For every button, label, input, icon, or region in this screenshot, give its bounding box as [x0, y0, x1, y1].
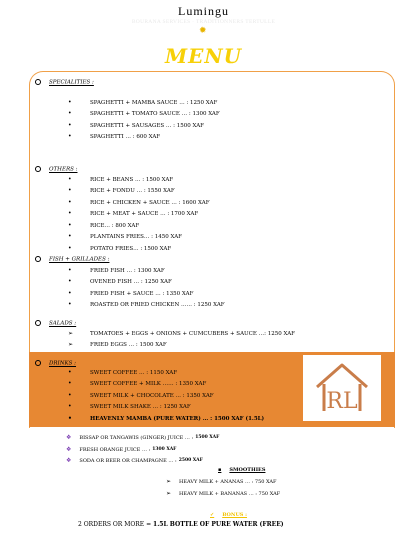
restaurant-logo — [303, 355, 381, 421]
section-fish-list — [68, 265, 225, 311]
list-item: • ROASTED OR FRIED CHICKEN …… : 1250 XAF — [68, 301, 225, 309]
list-item: • RICE + CHICKEN + SAUCE … : 1600 XAF — [68, 198, 210, 206]
list-item: • SPAGHETTI … : 600 XAF — [68, 133, 161, 141]
check-icon: ✓ — [210, 512, 215, 518]
extra-item: ❖ SODA OR BEER OR CHAMPAGNE … : 2500 XAF — [66, 457, 203, 464]
list-item: ➢ FRIED EGGS … : 1500 XAF — [68, 341, 167, 349]
diamond-bullet-icon: ❖ — [66, 446, 72, 453]
list-item: • SPAGHETTI + TOMATO SAUCE … : 1300 XAF — [68, 110, 220, 118]
list-item: • SPAGHETTI + SAUSAGES … : 1500 XAF — [68, 121, 204, 129]
list-item: • POTATO FRIES… : 1500 XAF — [68, 244, 172, 252]
list-item: • FRIED FISH + SAUCE … : 1350 XAF — [68, 289, 194, 297]
brand-name: Lumingu — [178, 4, 229, 18]
brand-tagline: BOURANA SERVICES · TRADITIONNERS TERTULLE — [131, 19, 276, 25]
list-item: • RICE + FONDU … : 1550 XAF — [68, 187, 175, 195]
smoothies-title: ▪ SMOOTHIES — [218, 467, 266, 473]
section-salads-title: SALADS : — [35, 320, 76, 327]
sun-icon: ✹ — [199, 26, 207, 36]
list-item: • RICE + BEANS … : 1500 XAF — [68, 175, 174, 183]
section-others-title: OTHERS : — [35, 166, 78, 173]
extra-item: ❖ FRESH ORANGE JUICE … : 1300 XAF — [66, 446, 177, 453]
list-item: • SWEET COFFEE + MILK …… : 1350 XAF — [68, 380, 207, 388]
section-fish-title: FISH + GRILLADES : — [35, 256, 109, 263]
list-item: • FRIED FISH … : 1300 XAF — [68, 266, 165, 274]
section-drinks-title: DRINKS : — [35, 360, 76, 367]
list-item: • RICE + MEAT + SAUCE … : 1700 XAF — [68, 210, 199, 218]
smoothie-item: ➢ HEAVY MILK + ANANAS … : 750 XAF — [166, 478, 277, 485]
list-item: • SWEET MILK + CHOCOLATE … : 1350 XAF — [68, 391, 214, 399]
extra-item: ❖ BISSAP OR TANGAWIS (GINGER) JUICE … : 1500 XAF — [66, 434, 220, 441]
bonus-offer: 2 ORDERS OR MORE = 1.5L BOTTLE OF PURE WATER (FREE) — [78, 521, 284, 528]
section-others-list — [68, 174, 210, 255]
logo-monogram: RL — [326, 389, 358, 414]
section-specialities-list — [68, 97, 220, 143]
section-drinks-list — [68, 367, 264, 425]
list-item: ➢ TOMATOES + EGGS + ONIONS + CUMCUBERS + SAUCE …: 1250 XAF — [68, 329, 295, 337]
section-specialities-title: SPECIALITIES : — [35, 79, 94, 86]
menu-title: MENU — [164, 44, 243, 68]
list-item: • PLANTAINS FRIES… : 1450 XAF — [68, 233, 182, 241]
smoothie-item: ➢ HEAVY MILK + BANANAS … : 750 XAF — [166, 490, 281, 497]
bonus-title: ✓ BONUS : — [210, 512, 248, 518]
list-item: • RICE… : 800 XAF — [68, 221, 140, 229]
diamond-bullet-icon: ❖ — [66, 434, 72, 441]
list-item: • SWEET MILK SHAKE … : 1250 XAF — [68, 403, 191, 411]
list-item: • OVENED FISH … : 1250 XAF — [68, 278, 172, 286]
section-salads-list — [68, 328, 295, 351]
list-item: • HEAVENLY MAMBA (PURE WATER) … : 1500 XAF (1.5L) — [68, 414, 265, 422]
list-item: • SPAGHETTI + MAMBA SAUCE … : 1250 XAF — [68, 98, 218, 106]
diamond-bullet-icon: ❖ — [66, 457, 72, 464]
list-item: • SWEET COFFEE … : 1150 XAF — [68, 368, 178, 376]
